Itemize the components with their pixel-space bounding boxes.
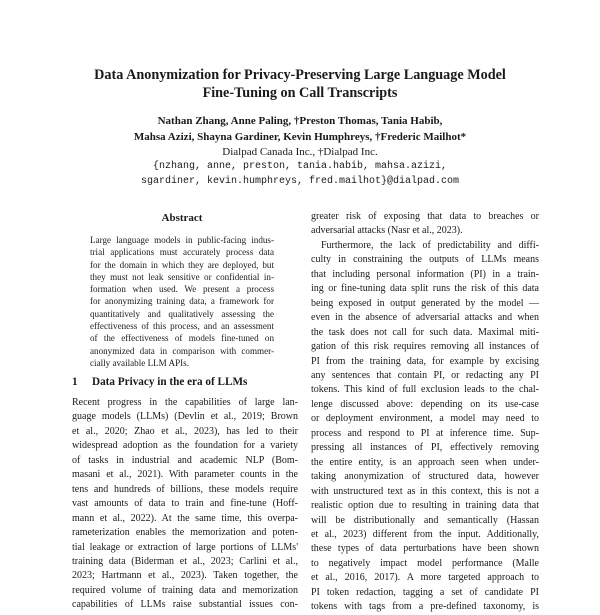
abstract-line: of the effectiveness of models fine-tuned on (90, 333, 274, 344)
body-line: vast amounts of data to train and fine-tune (Hoff- (72, 498, 298, 510)
body-line: PI token redaction, tagging a set of candidate PI (311, 586, 539, 598)
author-line: Nathan Zhang, Anne Paling, †Preston Thomas, Tania Habib, (157, 115, 443, 127)
abstract-body (90, 234, 274, 369)
body-line: required volume of training data and memorization (72, 584, 298, 596)
body-line: being exposed in output generated by the model — (311, 297, 539, 309)
title-line: Data Anonymization for Privacy-Preserving Large Language Model (94, 67, 506, 83)
body-line: tens and hundreds of billions, these models require (72, 483, 298, 495)
paper-title (60, 66, 540, 102)
body-line: of tasks in industrial and academic NLP (Bom- (72, 454, 298, 466)
email-line: sgardiner, kevin.humphreys, fred.mailhot}@dialpad.com (140, 176, 460, 187)
abstract-heading: Abstract (161, 212, 203, 224)
body-line: these types of data perturbations have been shown (311, 543, 539, 555)
abstract-line: formation when used. We present a process (90, 284, 274, 295)
body-line: Furthermore, the lack of predictability and diffi- (321, 239, 539, 251)
body-line: et al., 2023) different from the input. Additionally, (311, 528, 539, 540)
body-line: process and respond to PI at inference time. Sup- (311, 427, 539, 439)
abstract-line: they must not leak sensitive or confidential in- (90, 271, 274, 282)
abstract-line: trial applications must accurately process data (90, 247, 274, 258)
body-line: will be distributionally and semantically (Hassan (311, 514, 539, 526)
abstract-line: for anonymizing training data, a framework for (90, 296, 274, 307)
body-line: tokens. This kind of full exclusion leads to the chal- (311, 384, 539, 396)
body-line: PI from the training data, for example by excising (311, 355, 539, 367)
abstract-line: for the domain in which they are deployed, but (90, 259, 274, 270)
body-line: tokens with tags from a pre-defined taxonomy, is (311, 601, 539, 613)
body-line: capabilities of LLMs raise substantial issues con- (72, 599, 298, 611)
body-line: lenge discussed above: depending on its use-case (311, 398, 539, 410)
body-line: the entire entity, is an approach seen when under- (311, 456, 539, 468)
section-number: 1 (72, 376, 78, 388)
body-line: culty in constraining the outputs of LLMs means (311, 254, 539, 266)
title-line: Fine-Tuning on Call Transcripts (202, 85, 398, 101)
body-line: any sentences that contain PI, or redacting any PI (311, 369, 539, 381)
body-line: rameterization enables the memorization and poten- (72, 527, 298, 539)
body-line: even in the absence of adversarial attacks and when (311, 312, 539, 324)
author-line: Mahsa Azizi, Shayna Gardiner, Kevin Humphreys, †Frederic Mailhot* (133, 131, 467, 143)
body-line: realistic option due to resulting in training data that (311, 500, 539, 512)
body-line: et al., 2016, 2017). A more targeted approach to (311, 572, 539, 584)
body-line: adversarial attacks (Nasr et al., 2023). (311, 225, 463, 237)
abstract-line: cially available LLM APIs. (90, 357, 189, 368)
email-list (70, 159, 530, 189)
body-line: greater risk of exposing that data to breaches or (311, 211, 539, 222)
body-line: ing or fine-tuning data split runs the risk of this data (311, 283, 539, 295)
body-line: pressing all instances of PI, effectively removing (311, 442, 539, 454)
body-line: the task does not call for such data. Maximal miti- (311, 326, 539, 338)
affiliation: Dialpad Canada Inc., †Dialpad Inc. (222, 146, 378, 158)
body-line: with unstructured text as in this context, this is not a (311, 485, 539, 497)
abstract-line: anonymized data in comparison with commer- (90, 345, 274, 356)
abstract-line: quantitatively and qualitatively assessing the (90, 308, 274, 319)
body-line: 2023; Hartmann et al., 2023). Taken together, the (72, 570, 298, 582)
body-line: mann et al., 2022). At the same time, this overpa- (72, 512, 298, 524)
body-line: masani et al., 2021). With parameter counts in the (72, 469, 298, 481)
section-title: Data Privacy in the era of LLMs (92, 376, 248, 388)
section-heading (72, 375, 312, 389)
body-line: widespread adoption as the foundation for a variety (72, 440, 298, 452)
body-line: guage models (LLMs) (Devlin et al., 2019; Brown (72, 411, 298, 423)
section-body-right (311, 210, 539, 615)
abstract-line: effectiveness of this process, and an assessment (90, 321, 274, 332)
body-line: or deployment environment, a model may need to (311, 413, 539, 425)
body-line: Recent progress in the capabilities of large lan- (72, 397, 298, 408)
section-body-left (72, 396, 298, 613)
body-line: tial leakage or extraction of large portions of LLMs' (72, 541, 298, 553)
body-line: gation of this risk requires removing all instances of (311, 341, 539, 353)
abstract-line: Large language models in public-facing indus- (90, 235, 274, 245)
body-line: taking anonymization of structured data, however (311, 471, 539, 483)
email-line: {nzhang, anne, preston, tania.habib, mahsa.azizi, (152, 161, 448, 172)
author-list (70, 113, 530, 145)
body-line: et al., 2020; Zhao et al., 2023), has led to their (72, 425, 298, 437)
body-line: to negatively impact model performance (Malle (311, 557, 539, 569)
body-line: training data (Biderman et al., 2023; Carlini et al., (72, 555, 298, 567)
body-line: that including personal information (PI) in a train- (311, 268, 539, 280)
